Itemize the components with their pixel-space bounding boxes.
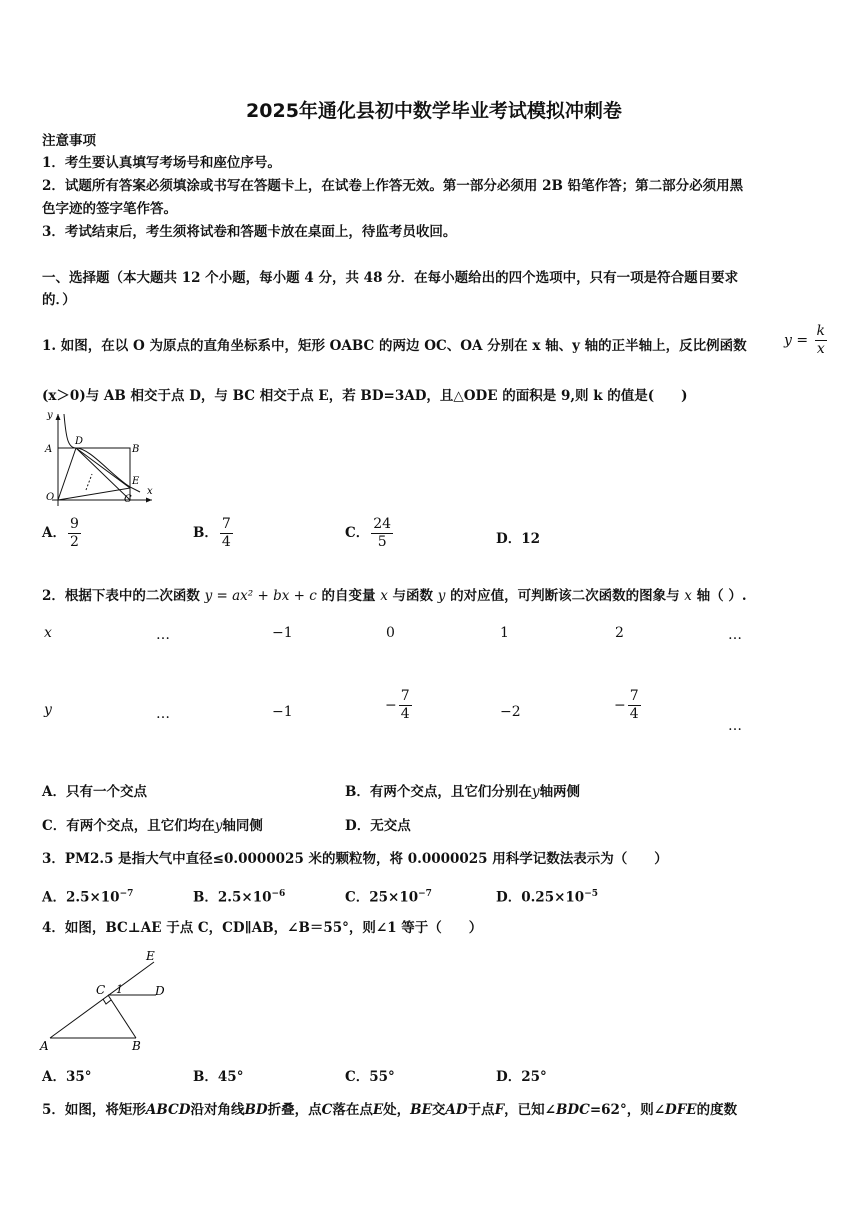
notice-heading: 注意事项 xyxy=(42,133,96,149)
q4-option-a: A．35° xyxy=(42,1069,92,1085)
q2-table-x-2: −1 xyxy=(272,625,293,641)
q5-BE: BE xyxy=(410,1102,432,1118)
page-title: 2025年通化县初中数学毕业考试模拟冲刺卷 xyxy=(246,100,622,122)
q5-E: E xyxy=(372,1102,384,1118)
q4-stem: 4．如图，BC⊥AE 于点 C，CD∥AB，∠B＝55°，则∠1 等于（ ） xyxy=(42,920,483,936)
q2-table-y-3-num: 7 xyxy=(400,688,410,704)
q5-stem-i: =62°，则∠ xyxy=(589,1102,666,1118)
q1-function xyxy=(784,323,829,358)
q5-stem-d: 落在点 xyxy=(332,1102,373,1118)
q1-option-b-den: 4 xyxy=(221,534,231,550)
q4-label-angle1: 1 xyxy=(116,983,123,996)
q1-option-d xyxy=(496,531,540,547)
q1-option-a-letter: A． xyxy=(42,525,66,541)
q5-AD: AD xyxy=(445,1102,468,1118)
q4-option-c: C．55° xyxy=(345,1069,395,1085)
q4-label-E: E xyxy=(146,949,155,963)
q1-option-c xyxy=(345,516,395,551)
q5-DFE: DFE xyxy=(665,1102,697,1118)
q2-option-c-var: y xyxy=(214,818,223,834)
q2-stem xyxy=(42,588,747,604)
q3-option-d-exp: −5 xyxy=(584,889,598,899)
q2-option-b-var: y xyxy=(531,784,540,800)
q5-stem-g: 于点 xyxy=(467,1102,495,1118)
q3-option-b-exp: −6 xyxy=(271,889,286,899)
q3-option-c xyxy=(345,886,432,906)
q1-stem-line2: (x＞0)与 AB 相交于点 D，与 BC 相交于点 E，若 BD=3AD，且△ODE 的面积是 9,则 k 的值是( ) xyxy=(42,388,688,404)
q5-stem xyxy=(42,1102,737,1118)
q2-table-y-3-den: 4 xyxy=(400,706,410,722)
q4-figure xyxy=(36,946,176,1056)
q2-option-b-b: 轴两侧 xyxy=(539,784,581,800)
q1-option-a-num: 9 xyxy=(69,516,79,532)
q3-option-b xyxy=(193,886,285,906)
q5-stem-b: 沿对角线 xyxy=(190,1102,245,1118)
notice-item-3: 3．考试结束后，考生须将试卷和答题卡放在桌面上，待监考员收回。 xyxy=(42,224,457,240)
q2-option-b xyxy=(345,784,580,800)
q2-table-x-1: … xyxy=(156,627,170,643)
q3-option-c-exp: −7 xyxy=(418,889,432,899)
q1-option-a-den: 2 xyxy=(69,534,79,550)
q5-F: F xyxy=(494,1102,505,1118)
q2-option-d: D．无交点 xyxy=(345,818,411,834)
q1-label-x: x xyxy=(147,486,153,497)
q4-label-A: A xyxy=(40,1039,49,1053)
q2-formula: y = ax² + bx + c xyxy=(204,588,317,604)
q3-option-d-base: D．0.25×10 xyxy=(496,889,585,906)
q5-ABCD: ABCD xyxy=(145,1102,191,1118)
q2-table-x-4: 1 xyxy=(500,625,509,641)
q3-option-a xyxy=(42,886,133,906)
q2-table-y-6: … xyxy=(728,718,742,734)
q2-stem-d: 的对应值，可判断该二次函数的图象与 xyxy=(450,588,680,604)
q5-stem-c: 折叠，点 xyxy=(267,1102,322,1118)
q3-option-a-exp: −7 xyxy=(119,889,134,899)
q1-option-b-letter: B． xyxy=(193,525,218,541)
q3-option-c-base: C．25×10 xyxy=(345,889,419,906)
q1-option-d-letter: D． xyxy=(496,531,522,547)
q2-table-y-5 xyxy=(614,688,643,723)
section-heading: 一、选择题（本大题共 12 个小题，每小题 4 分，共 48 分．在每小题给出的四个选项中，只有一项是符合题目要求 xyxy=(42,270,739,286)
q5-stem-j: 的度数 xyxy=(696,1102,738,1118)
q2-table-x-3: 0 xyxy=(386,625,395,641)
q2-var-x: x xyxy=(380,588,388,604)
q5-stem-e: 处， xyxy=(383,1102,411,1118)
q1-label-A: A xyxy=(45,444,53,455)
q2-table-x-5: 2 xyxy=(615,625,624,641)
q1-func-y: y = xyxy=(784,332,809,349)
notice-item-1: 1．考生要认真填写考场号和座位序号。 xyxy=(42,155,281,171)
q4-label-C: C xyxy=(96,983,106,997)
q3-stem: 3．PM2.5 是指大气中直径≤0.0000025 米的颗粒物，将 0.0000025 用科学记数法表示为（ ） xyxy=(42,851,668,867)
q2-var-x2: x xyxy=(684,588,692,604)
q2-stem-c: 与函数 xyxy=(392,588,434,604)
q2-table-y-4: −2 xyxy=(500,704,521,720)
q1-func-num: k xyxy=(816,323,826,339)
q2-table-y-2: −1 xyxy=(272,704,293,720)
q3-option-b-base: B．2.5×10 xyxy=(193,889,272,906)
q1-option-a xyxy=(42,516,83,551)
q2-stem-b: 的自变量 xyxy=(321,588,376,604)
q1-func-den: x xyxy=(816,341,825,357)
q5-BD: BD xyxy=(244,1102,268,1118)
q5-BDC: BDC xyxy=(555,1102,590,1118)
q2-table-y-5-den: 4 xyxy=(629,706,639,722)
q3-option-a-base: A．2.5×10 xyxy=(42,889,120,906)
q2-option-a: A．只有一个交点 xyxy=(42,784,147,800)
section-heading-cont: 的．） xyxy=(42,292,76,308)
q4-option-d: D．25° xyxy=(496,1069,547,1085)
q1-option-d-text: 12 xyxy=(521,531,541,547)
q1-option-c-num: 24 xyxy=(373,516,392,532)
q2-table-y-5-num: 7 xyxy=(629,688,639,704)
q1-option-c-den: 5 xyxy=(377,534,387,550)
q2-var-y: y xyxy=(437,588,446,604)
q1-stem-line1: 1. 如图，在以 O 为原点的直角坐标系中，矩形 OABC 的两边 OC、OA 分别在 x 轴、y 轴的正半轴上，反比例函数 xyxy=(42,338,747,354)
q2-option-c xyxy=(42,818,263,834)
q2-table-y-1: … xyxy=(156,706,170,722)
q2-stem-a: 2．根据下表中的二次函数 xyxy=(42,588,200,604)
q4-option-b: B．45° xyxy=(193,1069,244,1085)
q1-label-O: O xyxy=(46,492,55,503)
q1-label-D: D xyxy=(75,436,84,447)
q2-table-y-3 xyxy=(385,688,414,723)
q2-stem-e: 轴（ ）. xyxy=(696,588,747,604)
q3-option-d xyxy=(496,886,598,906)
q2-option-b-a: B．有两个交点，且它们分别在 xyxy=(345,784,532,800)
q5-stem-h: ，已知∠ xyxy=(504,1102,556,1118)
notice-item-2: 2．试题所有答案必须填涂或书写在答题卡上，在试卷上作答无效。第一部分必须用 2B 铅笔作答；第二部分必须用黑 xyxy=(42,178,744,194)
q2-option-c-a: C．有两个交点，且它们均在 xyxy=(42,818,215,834)
q2-table-y-label: y xyxy=(44,702,52,718)
q1-label-C: C xyxy=(124,494,132,505)
q2-table-x-label: x xyxy=(44,625,52,641)
q2-table-y-5-sign: − xyxy=(614,697,626,714)
q1-option-b-num: 7 xyxy=(221,516,231,532)
q5-C: C xyxy=(321,1102,333,1118)
q2-option-c-b: 轴同侧 xyxy=(222,818,263,834)
q1-label-E: E xyxy=(132,476,140,487)
q4-label-D: D xyxy=(155,984,165,998)
q2-table-x-6: … xyxy=(728,627,742,643)
q1-func-fraction xyxy=(815,323,827,358)
q1-option-c-letter: C． xyxy=(345,525,370,541)
q2-table-y-3-sign: − xyxy=(385,697,397,714)
q1-label-B: B xyxy=(132,444,140,455)
q5-stem-f: 交 xyxy=(431,1102,446,1118)
q1-figure xyxy=(40,408,160,506)
q1-option-b xyxy=(193,516,235,551)
q5-stem-a: 5．如图，将矩形 xyxy=(42,1102,146,1118)
q1-label-y: y xyxy=(47,410,53,421)
notice-item-2-cont: 色字迹的签字笔作答。 xyxy=(42,201,177,217)
q4-label-B: B xyxy=(132,1039,141,1053)
